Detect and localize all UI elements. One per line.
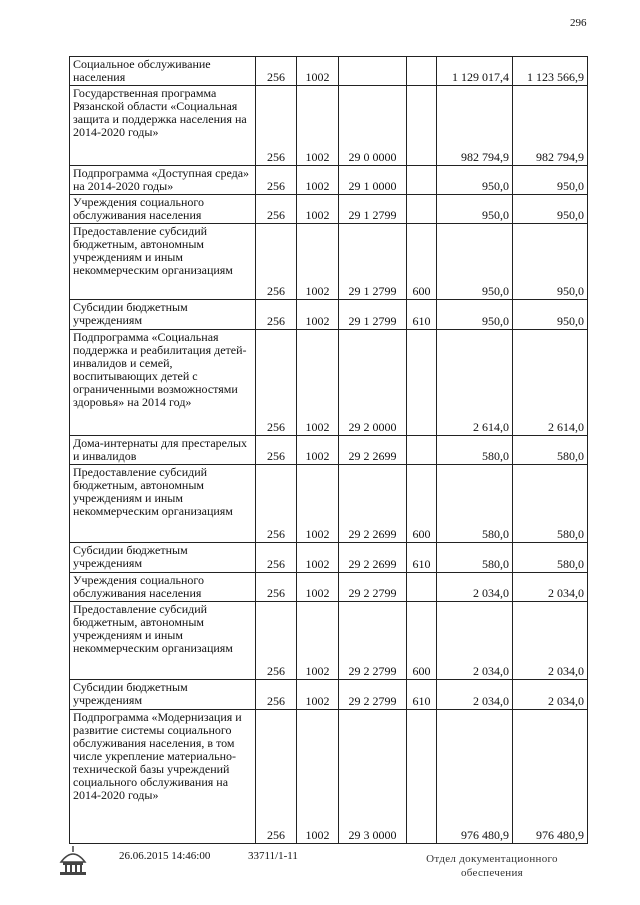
- row-sum-2016: 2 034,0: [513, 573, 588, 602]
- row-vr: [407, 166, 437, 195]
- row-sum-2016: 950,0: [513, 195, 588, 224]
- table-row: [70, 86, 588, 166]
- row-section: 1002: [297, 602, 339, 680]
- row-section: 1002: [297, 436, 339, 465]
- budget-table: [69, 56, 588, 844]
- row-vr: [407, 86, 437, 166]
- row-section: 1002: [297, 710, 339, 844]
- row-section: 1002: [297, 465, 339, 543]
- table-row: [70, 680, 588, 710]
- row-sum-2016: 976 480,9: [513, 710, 588, 844]
- row-target: 29 1 2799: [339, 224, 407, 300]
- row-name: Предоставление субсидий бюджетным, автономным учреждениям и иным некоммерческим организациям: [70, 602, 256, 680]
- row-grbs: 256: [256, 543, 297, 573]
- table-row: [70, 602, 588, 680]
- row-sum-2016: 950,0: [513, 166, 588, 195]
- row-target: 29 2 2799: [339, 602, 407, 680]
- row-target: 29 2 2799: [339, 680, 407, 710]
- document-number: 33711/1-11: [248, 850, 298, 862]
- row-grbs: 256: [256, 436, 297, 465]
- row-sum-2015: 2 614,0: [437, 330, 513, 436]
- table-row: [70, 710, 588, 844]
- row-grbs: 256: [256, 166, 297, 195]
- row-grbs: 256: [256, 465, 297, 543]
- row-grbs: 256: [256, 710, 297, 844]
- row-name: Подпрограмма «Модернизация и развитие системы социального обслуживания населения, в том числе укрепление материально-технической базы учреждений социального обслуживания на 2014-2020 годы»: [70, 710, 256, 844]
- row-section: 1002: [297, 543, 339, 573]
- row-name: Подпрограмма «Доступная среда» на 2014-2020 годы»: [70, 166, 256, 195]
- row-section: 1002: [297, 166, 339, 195]
- table-row: [70, 57, 588, 86]
- table-row: [70, 465, 588, 543]
- row-sum-2016: 950,0: [513, 224, 588, 300]
- row-name: Учреждения социального обслуживания населения: [70, 195, 256, 224]
- row-vr: 610: [407, 543, 437, 573]
- row-sum-2015: 2 034,0: [437, 680, 513, 710]
- row-sum-2016: 982 794,9: [513, 86, 588, 166]
- table-row: [70, 543, 588, 573]
- row-sum-2015: 982 794,9: [437, 86, 513, 166]
- row-name: Социальное обслуживание населения: [70, 57, 256, 86]
- table-row: [70, 166, 588, 195]
- row-vr: [407, 195, 437, 224]
- row-target: 29 2 2699: [339, 436, 407, 465]
- row-grbs: 256: [256, 680, 297, 710]
- row-sum-2015: 976 480,9: [437, 710, 513, 844]
- row-sum-2016: 580,0: [513, 543, 588, 573]
- row-vr: 600: [407, 465, 437, 543]
- row-section: 1002: [297, 330, 339, 436]
- row-section: 1002: [297, 680, 339, 710]
- row-sum-2016: 1 123 566,9: [513, 57, 588, 86]
- row-target: 29 2 0000: [339, 330, 407, 436]
- row-grbs: 256: [256, 300, 297, 330]
- row-grbs: 256: [256, 195, 297, 224]
- row-name: Учреждения социального обслуживания населения: [70, 573, 256, 602]
- row-target: 29 2 2699: [339, 465, 407, 543]
- row-section: 1002: [297, 195, 339, 224]
- print-timestamp: 26.06.2015 14:46:00: [119, 850, 211, 862]
- row-grbs: 256: [256, 224, 297, 300]
- row-sum-2015: 2 034,0: [437, 602, 513, 680]
- row-target: 29 0 0000: [339, 86, 407, 166]
- row-section: 1002: [297, 573, 339, 602]
- table-row: [70, 300, 588, 330]
- row-grbs: 256: [256, 602, 297, 680]
- row-vr: [407, 330, 437, 436]
- department-stamp: Отдел документационного обеспечения: [426, 853, 558, 879]
- table-row: [70, 195, 588, 224]
- row-name: Субсидии бюджетным учреждениям: [70, 680, 256, 710]
- row-sum-2016: 2 034,0: [513, 602, 588, 680]
- row-name: Предоставление субсидий бюджетным, автономным учреждениям и иным некоммерческим организациям: [70, 465, 256, 543]
- row-section: 1002: [297, 86, 339, 166]
- row-vr: [407, 436, 437, 465]
- row-sum-2015: 950,0: [437, 166, 513, 195]
- row-sum-2016: 2 034,0: [513, 680, 588, 710]
- table-row: [70, 436, 588, 465]
- row-name: Подпрограмма «Социальная поддержка и реабилитация детей-инвалидов и семей, воспитывающих детей с ограниченными возможностями здоровья» на 2014 год»: [70, 330, 256, 436]
- table-row: [70, 573, 588, 602]
- table-row: [70, 330, 588, 436]
- row-name: Субсидии бюджетным учреждениям: [70, 543, 256, 573]
- row-vr: [407, 57, 437, 86]
- row-sum-2015: 950,0: [437, 300, 513, 330]
- row-sum-2015: 580,0: [437, 543, 513, 573]
- row-vr: 610: [407, 300, 437, 330]
- row-name: Дома-интернаты для престарелых и инвалидов: [70, 436, 256, 465]
- row-name: Предоставление субсидий бюджетным, автономным учреждениям и иным некоммерческим организациям: [70, 224, 256, 300]
- row-vr: [407, 710, 437, 844]
- row-name: Государственная программа Рязанской области «Социальная защита и поддержка населения на 2014-2020 годы»: [70, 86, 256, 166]
- row-target: 29 1 2799: [339, 195, 407, 224]
- table-row: [70, 224, 588, 300]
- duma-emblem-icon: [55, 844, 91, 878]
- row-target: [339, 57, 407, 86]
- row-target: 29 2 2799: [339, 573, 407, 602]
- row-section: 1002: [297, 300, 339, 330]
- row-sum-2016: 580,0: [513, 465, 588, 543]
- row-grbs: 256: [256, 330, 297, 436]
- row-sum-2016: 950,0: [513, 300, 588, 330]
- row-target: 29 3 0000: [339, 710, 407, 844]
- row-sum-2015: 1 129 017,4: [437, 57, 513, 86]
- row-sum-2015: 580,0: [437, 436, 513, 465]
- row-vr: 600: [407, 224, 437, 300]
- row-sum-2015: 2 034,0: [437, 573, 513, 602]
- row-vr: [407, 573, 437, 602]
- row-vr: 610: [407, 680, 437, 710]
- row-sum-2015: 580,0: [437, 465, 513, 543]
- row-target: 29 1 2799: [339, 300, 407, 330]
- row-vr: 600: [407, 602, 437, 680]
- row-section: 1002: [297, 224, 339, 300]
- row-target: 29 1 0000: [339, 166, 407, 195]
- row-grbs: 256: [256, 57, 297, 86]
- row-grbs: 256: [256, 573, 297, 602]
- row-grbs: 256: [256, 86, 297, 166]
- row-name: Субсидии бюджетным учреждениям: [70, 300, 256, 330]
- row-sum-2015: 950,0: [437, 224, 513, 300]
- page-number: 296: [570, 17, 587, 29]
- row-target: 29 2 2699: [339, 543, 407, 573]
- row-sum-2016: 2 614,0: [513, 330, 588, 436]
- row-section: 1002: [297, 57, 339, 86]
- row-sum-2016: 580,0: [513, 436, 588, 465]
- row-sum-2015: 950,0: [437, 195, 513, 224]
